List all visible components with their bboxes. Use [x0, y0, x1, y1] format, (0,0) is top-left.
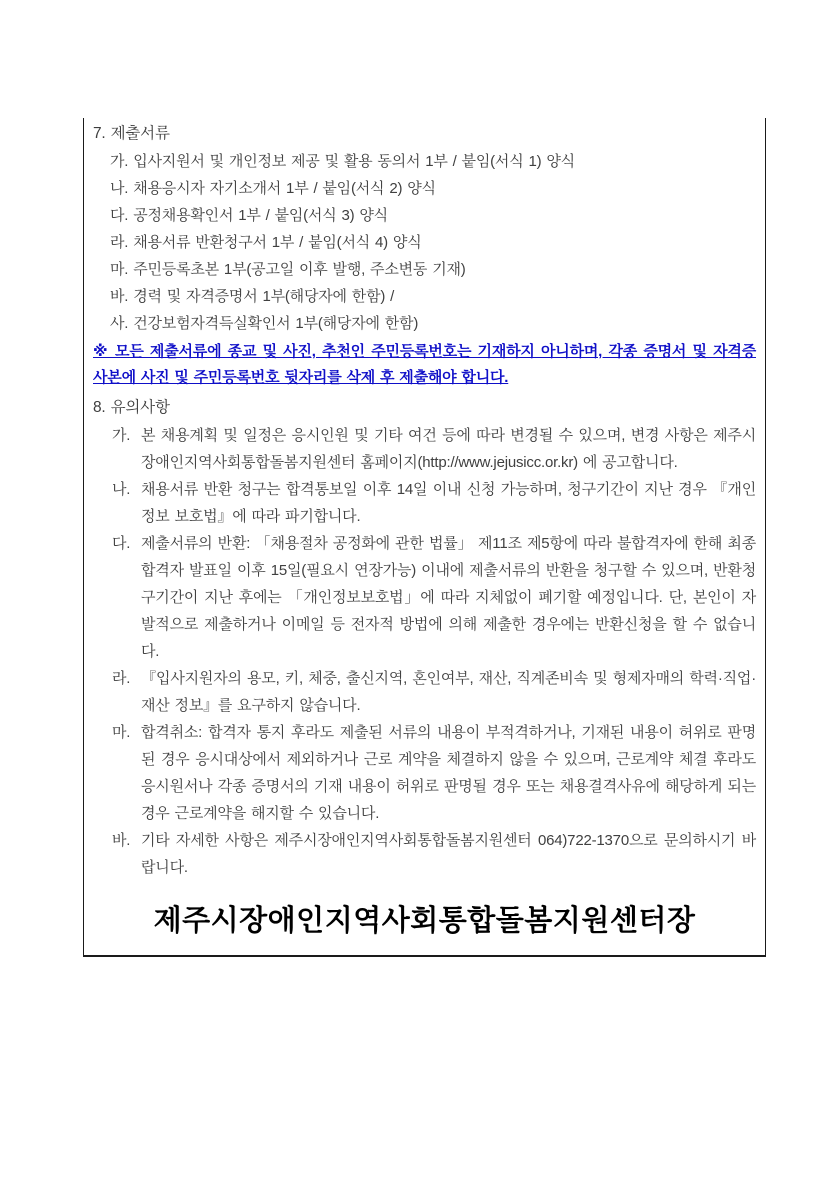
item-label: 나.	[112, 481, 131, 498]
section-8-item-na	[93, 476, 756, 530]
item-label: 바.	[112, 832, 131, 849]
section-7-item-na: 나. 채용응시자 자기소개서 1부 / 붙임(서식 2) 양식	[110, 180, 436, 197]
item-text: 합격취소: 합격자 통지 후라도 제출된 서류의 내용이 부적격하거나, 기재된 내용이 허위로 판명된 경우 응시대상에서 제외하거나 근로 계약을 체결하지 않을 수 있으며, 근로계약 체결 후라도 응시원서나 각종 증명서의 기재 내용이 허위로 판명될 경우 또는 채용결격사유에 해당하게 되는 경우 근로계약을 해지할 수 있습니다.	[141, 724, 756, 822]
section-8-item-da	[93, 530, 756, 665]
section-8-item-ra	[93, 665, 756, 719]
submission-notice-text: ※ 모든 제출서류에 종교 및 사진, 추천인 주민등록번호는 기재하지 아니하며, 각종 증명서 및 자격증 사본에 사진 및 주민등록번호 뒷자리를 삭제 후 제출해야 합니다.	[93, 343, 756, 386]
section-7-item-ma: 마. 주민등록초본 1부(공고일 이후 발행, 주소변동 기재)	[110, 261, 466, 278]
item-label: 다.	[112, 535, 131, 552]
section-8-item-ga	[93, 422, 756, 476]
section-8-item-ma	[93, 719, 756, 827]
item-label: 라.	[112, 670, 131, 687]
section-7-heading: 7. 제출서류	[93, 125, 170, 142]
item-text: 본 채용계획 및 일정은 응시인원 및 기타 여건 등에 따라 변경될 수 있으며, 변경 사항은 제주시장애인지역사회통합돌봄지원센터 홈페이지(http://www.jejusicc.or.kr) 에 공고합니다.	[141, 427, 756, 471]
section-7-item-ga: 가. 입사지원서 및 개인정보 제공 및 활용 동의서 1부 / 붙임(서식 1) 양식	[110, 153, 575, 170]
item-label: 마.	[112, 724, 131, 741]
item-text: 제출서류의 반환: 「채용절차 공정화에 관한 법률」 제11조 제5항에 따라 불합격자에 한해 최종합격자 발표일 이후 15일(필요시 연장가능) 이내에 제출서류의 반환을 청구할 수 있으며, 반환청구기간이 지난 후에는 「개인정보보호법」에 따라 지체없이 폐기할 예정입니다. 단, 본인이 자발적으로 제출하거나 이메일 등 전자적 방법에 의해 제출한 경우에는 반환신청을 할 수 없습니다.	[141, 535, 756, 660]
item-text: 기타 자세한 사항은 제주시장애인지역사회통합돌봄지원센터 064)722-1370으로 문의하시기 바랍니다.	[141, 832, 756, 876]
item-text: 채용서류 반환 청구는 합격통보일 이후 14일 이내 신청 가능하며, 청구기간이 지난 경우 『개인정보 보호법』에 따라 파기합니다.	[141, 481, 756, 525]
section-7-item-ba: 바. 경력 및 자격증명서 1부(해당자에 한함) /	[110, 288, 395, 305]
section-7-item-ra: 라. 채용서류 반환청구서 1부 / 붙임(서식 4) 양식	[110, 234, 422, 251]
section-7-item-da: 다. 공정채용확인서 1부 / 붙임(서식 3) 양식	[110, 207, 388, 224]
item-label: 가.	[112, 427, 131, 444]
section-8-item-ba	[93, 827, 756, 881]
signature-title: 제주시장애인지역사회통합돌봄지원센터장	[153, 905, 696, 937]
section-7-item-sa: 사. 건강보험자격득실확인서 1부(해당자에 한함)	[110, 315, 419, 332]
content-box	[83, 118, 766, 957]
section-8-heading: 8. 유의사항	[93, 399, 170, 416]
item-text: 『입사지원자의 용모, 키, 체중, 출신지역, 혼인여부, 재산, 직계존비속 및 형제자매의 학력·직업·재산 정보』를 요구하지 않습니다.	[141, 670, 756, 714]
